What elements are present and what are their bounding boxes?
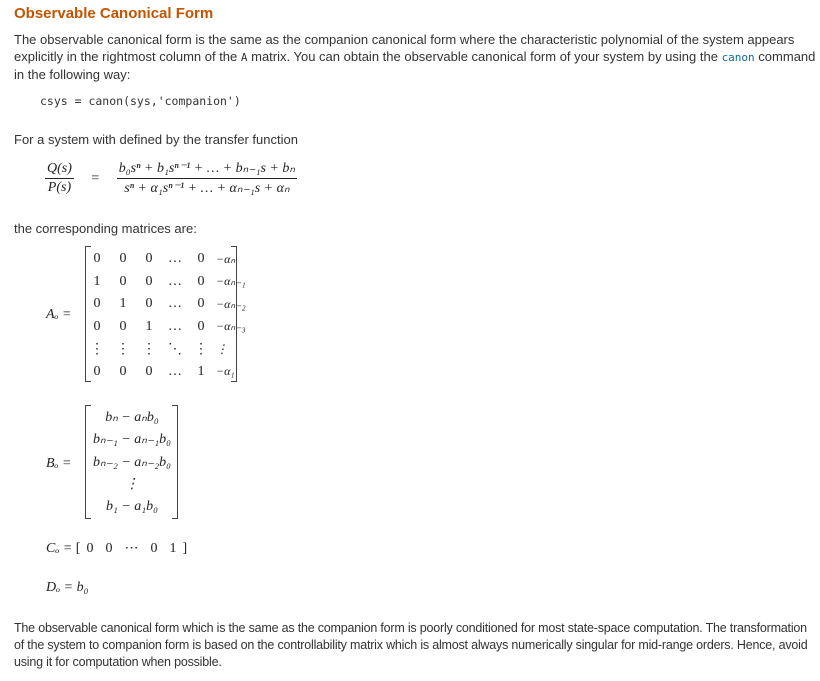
- C-matrix-open-bracket: [: [75, 541, 81, 556]
- B-matrix-row: [88, 474, 176, 497]
- intro-text-2: matrix. You can obtain the observable canonical form of your system by using the: [247, 49, 722, 64]
- C-matrix-label: Cₒ =: [46, 541, 73, 556]
- A-matrix-cell: 0: [197, 273, 205, 289]
- B-matrix-label: Bₒ =: [46, 456, 72, 471]
- transfer-intro: For a system with defined by the transfer function: [14, 132, 298, 147]
- A-matrix-cell: …: [168, 251, 182, 267]
- C-matrix-entry: ⋯: [124, 541, 139, 556]
- section-title: Observable Canonical Form: [14, 5, 214, 22]
- A-matrix-cell: 1: [93, 273, 101, 289]
- A-matrix-table: [84, 248, 248, 383]
- intro-text-3: command in the following way:: [14, 49, 816, 82]
- A-matrix-cell: ⋮: [116, 341, 130, 357]
- B-matrix-row: [88, 429, 176, 452]
- C-matrix-entry: 0: [150, 541, 158, 556]
- A-matrix-label: Aₒ =: [46, 307, 72, 322]
- rhs-fraction: [117, 160, 297, 197]
- C-matrix-close-bracket: ]: [182, 541, 188, 556]
- A-matrix-cell: ⋮: [216, 341, 228, 356]
- A-matrix-cell: 0: [93, 296, 101, 312]
- rhs-numerator: b₀sⁿ + b₁sⁿ⁻¹ + … + bₙ₋₁s + bₙ: [117, 160, 297, 179]
- A-matrix-cell: −αₙ₋₃: [216, 319, 246, 334]
- A-matrix-cell: 0: [197, 318, 205, 334]
- A-matrix: [84, 248, 248, 383]
- D-matrix: [46, 580, 88, 596]
- intro-text-1: The observable canonical form is the same as the companion canonical form where the characteristic polynomial of the system appears explicitly in the rightmost column of the: [14, 32, 795, 64]
- A-matrix-cell: 0: [145, 251, 153, 267]
- A-matrix-row: [84, 361, 248, 384]
- A-matrix-cell: 0: [119, 251, 127, 267]
- C-matrix-values: [80, 541, 182, 556]
- B-matrix-cell: bₙ₋₁ − aₙ₋₁b₀: [93, 432, 171, 448]
- A-matrix-cell: 0: [145, 273, 153, 289]
- D-matrix-label: Dₒ =: [46, 580, 74, 595]
- A-matrix-cell: ⋱: [168, 341, 182, 357]
- C-matrix: [46, 540, 187, 557]
- lhs-numerator: Q(s): [45, 161, 74, 179]
- matrices-intro: the corresponding matrices are:: [14, 221, 197, 236]
- A-matrix-cell: −α₁: [216, 364, 235, 379]
- A-matrix-cell: ⋮: [90, 341, 104, 357]
- B-matrix-row: [88, 496, 176, 519]
- A-matrix-cell: 0: [145, 296, 153, 312]
- A-matrix-cell: …: [168, 273, 182, 289]
- A-matrix-cell: ⋮: [194, 341, 208, 357]
- A-matrix-cell: −αₙ: [216, 251, 236, 266]
- A-matrix-cell: 0: [145, 363, 153, 379]
- A-matrix-row: [84, 271, 248, 294]
- C-matrix-entry: 0: [86, 541, 94, 556]
- closing-paragraph: The observable canonical form which is the same as the companion form is poorly conditioned for most state-space computation. The transformation of the system to companion form is based on the controllability matrix which is almost always numerically singular for mid-range orders. Hence, avoid using it for computation when possible.: [14, 621, 808, 669]
- A-matrix-cell: 0: [93, 363, 101, 379]
- A-matrix-cell: 0: [93, 251, 101, 267]
- equals-sign: =: [91, 170, 100, 186]
- D-matrix-value: b₀: [76, 580, 89, 595]
- C-matrix-entry: 1: [169, 541, 177, 556]
- C-matrix-entry: 0: [105, 541, 113, 556]
- B-matrix-cell: b₁ − a₁b₀: [105, 499, 159, 515]
- A-matrix-cell: 0: [197, 296, 205, 312]
- inline-code-A: A: [240, 51, 248, 64]
- B-matrix-cell: ⋮: [125, 477, 139, 493]
- B-matrix-cell: bₙ₋₂ − aₙ₋₂b₀: [93, 454, 171, 470]
- A-matrix-cell: 1: [197, 363, 205, 379]
- B-matrix: [88, 406, 176, 519]
- A-matrix-row: [84, 248, 248, 271]
- A-matrix-row: [84, 316, 248, 339]
- code-example: csys = canon(sys,'companion'): [40, 94, 241, 108]
- rhs-denominator: sⁿ + α₁sⁿ⁻¹ + … + αₙ₋₁s + αₙ: [124, 181, 290, 196]
- lhs-denominator: P(s): [47, 180, 72, 195]
- intro-paragraph: [14, 31, 820, 83]
- A-matrix-cell: …: [168, 363, 182, 379]
- A-matrix-cell: 0: [119, 273, 127, 289]
- A-matrix-cell: 1: [145, 318, 153, 334]
- A-matrix-cell: −αₙ₋₁: [216, 274, 246, 289]
- A-matrix-cell: −αₙ₋₂: [216, 296, 246, 311]
- B-matrix-row: [88, 406, 176, 429]
- A-matrix-cell: …: [168, 296, 182, 312]
- A-matrix-row: [84, 338, 248, 361]
- transfer-function-equation: [45, 160, 297, 197]
- canon-link[interactable]: canon: [721, 51, 755, 64]
- lhs-fraction: [45, 161, 74, 196]
- B-matrix-cell: bₙ − aₙb₀: [105, 409, 159, 425]
- A-matrix-cell: 0: [197, 251, 205, 267]
- A-matrix-cell: 1: [119, 296, 127, 312]
- A-matrix-cell: 0: [119, 363, 127, 379]
- A-matrix-row: [84, 293, 248, 316]
- B-matrix-row: [88, 451, 176, 474]
- A-matrix-cell: 0: [119, 318, 127, 334]
- A-matrix-cell: 0: [93, 318, 101, 334]
- B-matrix-table: [88, 406, 176, 519]
- A-matrix-cell: ⋮: [142, 341, 156, 357]
- A-matrix-cell: …: [168, 318, 182, 334]
